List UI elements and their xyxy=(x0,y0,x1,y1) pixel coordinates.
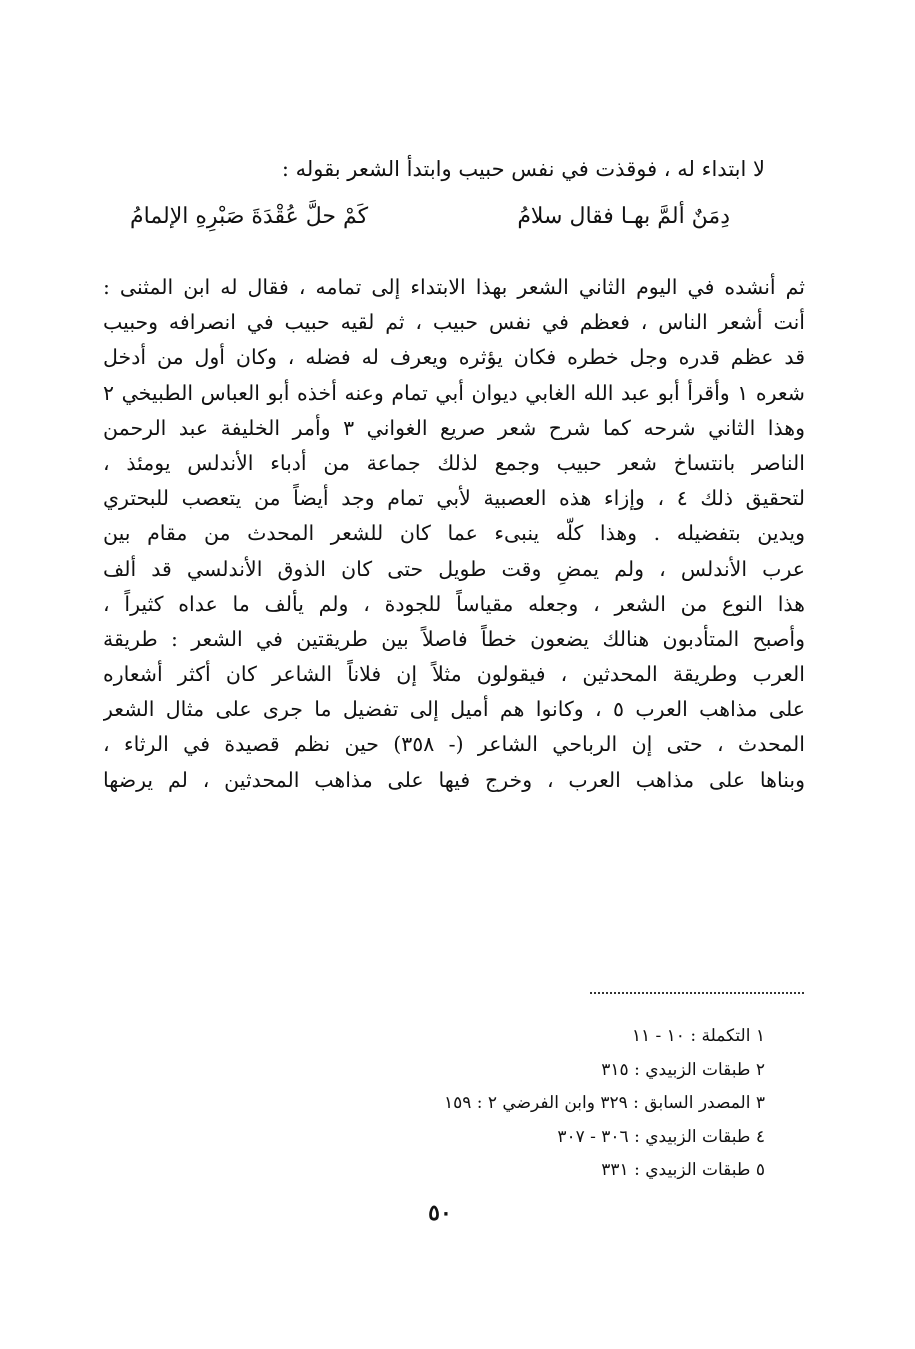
intro-line: لا ابتداء له ، فوقذت في نفس حبيب وابتدأ الشعر بقوله : xyxy=(281,157,765,181)
paragraph-line: عرب الأندلس ، ولم يمضِ وقت طويل حتى كان الذوق الأندلسي قد ألف xyxy=(103,556,805,581)
footnote-item: ١ التكملة : ١٠ - ١١ xyxy=(631,1026,765,1046)
footnote-item: ٣ المصدر السابق : ٣٢٩ وابن الفرضي ٢ : ١٥٩ xyxy=(443,1093,765,1113)
verse-second-hemistich: كَمْ حلَّ عُقْدَةَ صَبْرِهِ الإلمامُ xyxy=(130,204,369,229)
paragraph-line: ويدين بتفضيله . وهذا كلّه ينبىء عما كان للشعر المحدث من مقام بين xyxy=(103,521,805,546)
paragraph-line: ثم أنشده في اليوم الثاني الشعر بهذا الابتداء إلى تمامه ، فقال له ابن المثنى : xyxy=(103,275,805,299)
paragraph-line: أنت أشعر الناس ، فعظم في نفس حبيب ، ثم لقيه حبيب في انصرافه وحبيب xyxy=(103,310,805,335)
paragraph-line: قد عظم قدره وجل خطره فكان يؤثره ويعرف له فضله ، وكان أول من أدخل xyxy=(103,345,805,370)
paragraph-line: وبناها على مذاهب العرب ، وخرج فيها على مذاهب المحدثين ، لم يرضها xyxy=(103,767,805,792)
main-paragraph xyxy=(103,270,805,798)
paragraph-line: على مذاهب العرب ٥ ، وكانوا هم أميل إلى تفضيل ما جرى على مثال الشعر xyxy=(103,697,805,722)
paragraph-line: لتحقيق ذلك ٤ ، وإزاء هذه العصبية لأبي تمام وجد أيضاً من يتعصب للبحتري xyxy=(103,486,805,511)
paragraph-line: العرب وطريقة المحدثين ، فيقولون مثلاً إن فلاناً الشاعر كان أكثر أشعاره xyxy=(103,662,805,687)
verse-first-hemistich: دِمَنٌ ألمَّ بهـا فقال سلامُ xyxy=(517,204,730,229)
footnote-item: ٤ طبقات الزبيدي : ٣٠٦ - ٣٠٧ xyxy=(557,1126,765,1147)
footnote-divider xyxy=(590,992,804,994)
paragraph-line: شعره ١ وأقرأ أبو عبد الله الغابي ديوان أبي تمام وعنه أخذه أبو العباس الطبيخي ٢ xyxy=(103,380,805,405)
paragraph-line: المحدث ، حتى إن الرباحي الشاعر (- ٣٥٨) حين نظم قصيدة في الرثاء ، xyxy=(103,732,805,757)
poetry-verse xyxy=(130,204,730,254)
footnote-item: ٥ طبقات الزبيدي : ٣٣١ xyxy=(601,1160,765,1180)
paragraph-line: وهذا الثاني شرحه كما شرح شعر صريع الغواني ٣ وأمر الخليفة عبد الرحمن xyxy=(103,415,805,440)
footnote-item: ٢ طبقات الزبيدي : ٣١٥ xyxy=(601,1059,765,1080)
page-number: ٥٠ xyxy=(428,1200,452,1226)
paragraph-line: وأصبح المتأدبون هنالك يضعون خطاً فاصلاً بين طريقتين في الشعر : طريقة xyxy=(103,626,805,651)
paragraph-line: الناصر بانتساخ شعر حبيب وجمع لذلك جماعة من أدباء الأندلس يومئذ ، xyxy=(103,450,805,475)
paragraph-line: هذا النوع من الشعر ، وجعله مقياساً للجودة ، ولم يألف ما عداه كثيراً ، xyxy=(103,591,805,616)
footnotes xyxy=(305,1020,765,1188)
